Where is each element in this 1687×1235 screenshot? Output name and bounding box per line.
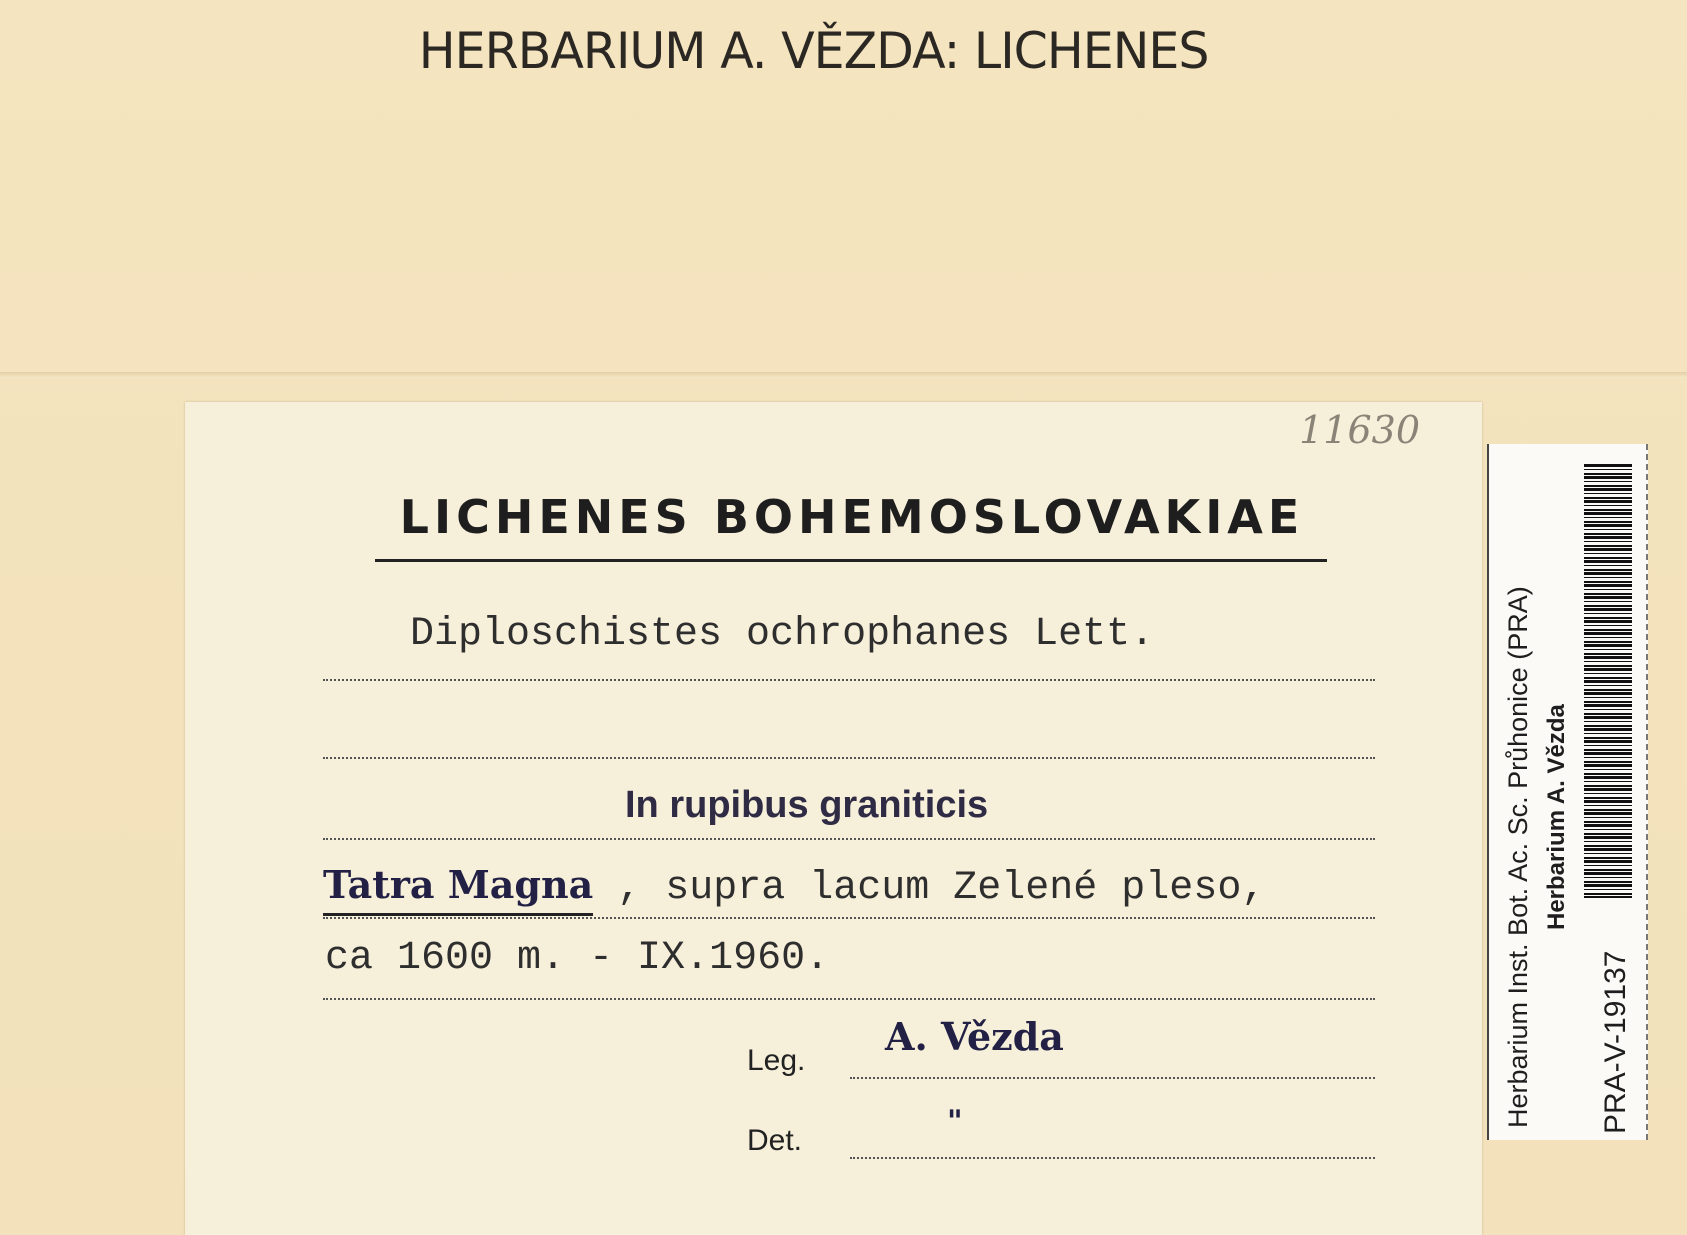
dotted-line (850, 1077, 1375, 1079)
locality-stamp: Tatra Magna (323, 862, 593, 916)
barcode (1584, 464, 1632, 898)
series-title: LICHENES BOHEMOSLOVAKIAE (399, 490, 1305, 544)
dotted-line (323, 838, 1375, 840)
leg-label: Leg. (747, 1044, 806, 1077)
det-label: Det. (747, 1124, 803, 1157)
folder-fold (0, 372, 1687, 378)
det-value: " (947, 1104, 963, 1139)
dotted-line (323, 917, 1375, 919)
locality-text: , supra lacum Zelené pleso, (617, 866, 1266, 911)
handwritten-number: 11630 (1299, 408, 1420, 452)
dotted-line (323, 757, 1375, 759)
leg-value: A. Vězda (885, 1014, 1064, 1059)
institution-text: Herbarium Inst. Bot. Ac. Sc. Průhonice (PRA) (1503, 586, 1533, 1128)
collection-text: Herbarium A. Vězda (1543, 704, 1570, 930)
substrate: In rupibus graniticis (625, 784, 989, 826)
herbarium-stamp: HERBARIUM A. VĚZDA: LICHENES (418, 22, 1209, 80)
locality (323, 862, 1265, 916)
altitude-date: ca 1600 m. - IX.1960. (325, 936, 830, 981)
dotted-line (323, 998, 1375, 1000)
barcode-label (1487, 444, 1648, 1140)
title-rule (375, 559, 1327, 562)
catalog-number: PRA-V-19137 (1599, 950, 1632, 1134)
species-name: Diploschistes ochrophanes Lett. (410, 612, 1155, 657)
specimen-label (185, 402, 1482, 1235)
dotted-line (323, 679, 1375, 681)
dotted-line (850, 1157, 1375, 1159)
